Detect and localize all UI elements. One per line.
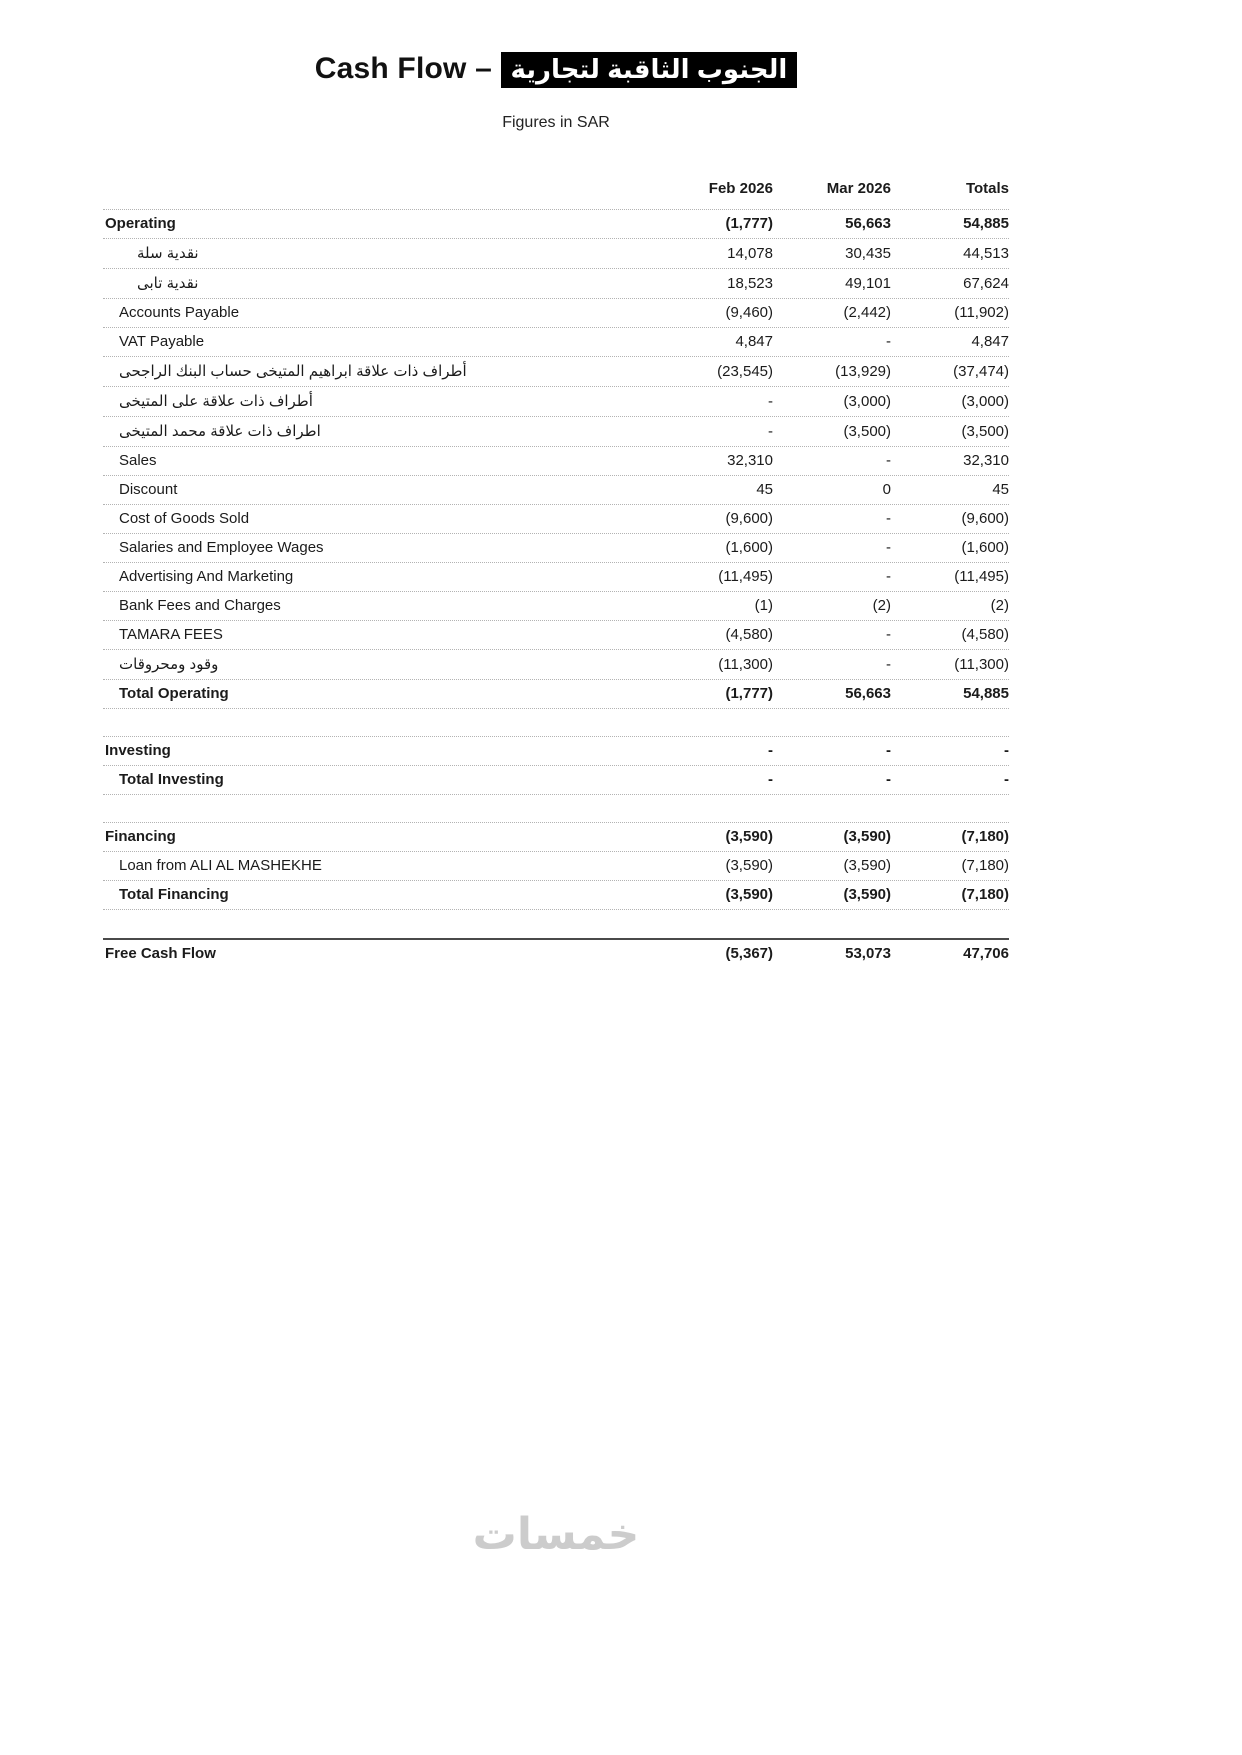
row-value: (7,180) <box>961 857 1009 874</box>
row-value: (13,929) <box>835 363 891 380</box>
row-value: (11,300) <box>718 656 773 673</box>
row-value: (1,777) <box>725 215 773 232</box>
row-value: 56,663 <box>845 685 891 702</box>
row-value: 54,885 <box>963 215 1009 232</box>
row-value: 4,847 <box>971 333 1009 350</box>
row-value: (3,500) <box>961 423 1009 440</box>
cash-flow-report <box>103 0 1009 968</box>
column-header-totals: Totals <box>965 180 1009 197</box>
table-header-row <box>103 174 1009 210</box>
row-value: - <box>886 539 891 556</box>
row-value: - <box>768 393 773 410</box>
page-title-prefix: Cash Flow – <box>314 52 501 85</box>
row-value: (4,580) <box>961 626 1009 643</box>
row-value: (3,000) <box>961 393 1009 410</box>
row-value: (3,590) <box>725 857 773 874</box>
row-value: (1,600) <box>961 539 1009 556</box>
row-value: 0 <box>882 481 891 498</box>
row-label: Operating <box>105 215 176 232</box>
table-row <box>103 417 1009 447</box>
table-row <box>103 447 1009 476</box>
table-row <box>103 650 1009 680</box>
row-value: (3,500) <box>843 423 891 440</box>
table-row <box>103 210 1009 239</box>
table-row <box>103 621 1009 650</box>
row-value: 44,513 <box>963 245 1009 262</box>
table-row <box>103 299 1009 328</box>
row-value: (5,367) <box>725 945 773 962</box>
row-value: 67,624 <box>963 275 1009 292</box>
row-value: 45 <box>992 481 1009 498</box>
row-value: (2) <box>872 597 891 614</box>
row-label: Discount <box>119 481 178 498</box>
column-header-mar-2026: Mar 2026 <box>826 180 891 197</box>
table-row <box>103 822 1009 852</box>
row-value: (2) <box>990 597 1009 614</box>
row-label: Accounts Payable <box>119 304 240 321</box>
row-value: (3,000) <box>843 393 891 410</box>
table-row <box>103 881 1009 910</box>
row-value: (3,590) <box>725 828 773 845</box>
report-subtitle: Figures in SAR <box>502 114 610 131</box>
row-value: (11,495) <box>954 568 1009 585</box>
watermark: خمسات <box>472 1509 640 1560</box>
row-value: - <box>886 656 891 673</box>
row-value: - <box>886 333 891 350</box>
row-label: Total Financing <box>119 886 229 903</box>
row-value: 32,310 <box>727 452 773 469</box>
table-row <box>103 387 1009 417</box>
row-label: Salaries and Employee Wages <box>119 539 324 556</box>
table-row <box>103 505 1009 534</box>
table-row <box>103 938 1009 968</box>
row-value: - <box>1004 742 1009 759</box>
row-value: (11,300) <box>954 656 1009 673</box>
row-label: Sales <box>119 452 157 469</box>
row-value: 56,663 <box>845 215 891 232</box>
row-value: 45 <box>756 481 773 498</box>
row-value: (3,590) <box>843 828 891 845</box>
row-value: 32,310 <box>963 452 1009 469</box>
table-row <box>103 680 1009 709</box>
table-row <box>103 328 1009 357</box>
row-label: Financing <box>105 828 176 845</box>
row-label: TAMARA FEES <box>119 626 223 643</box>
row-value: 47,706 <box>963 945 1009 962</box>
row-label: Cost of Goods Sold <box>119 510 250 527</box>
row-value: (7,180) <box>961 886 1009 903</box>
page-title-company-highlight: الجنوب الثاقبة لتجارية <box>501 52 798 88</box>
row-label: نقدية سلة <box>137 245 199 262</box>
row-value: - <box>886 626 891 643</box>
row-value: (1,600) <box>725 539 773 556</box>
row-value: (3,590) <box>843 886 891 903</box>
table-row <box>103 476 1009 505</box>
table-body <box>103 210 1009 968</box>
row-value: 18,523 <box>727 275 773 292</box>
row-label: Investing <box>105 742 171 759</box>
row-label: Total Operating <box>119 685 229 702</box>
row-value: (4,580) <box>725 626 773 643</box>
row-value: (11,495) <box>718 568 773 585</box>
row-value: (9,600) <box>961 510 1009 527</box>
row-value: (9,600) <box>725 510 773 527</box>
table-row <box>103 269 1009 299</box>
row-label: وقود ومحروقات <box>119 656 219 673</box>
row-label: Bank Fees and Charges <box>119 597 281 614</box>
row-value: (9,460) <box>725 304 773 321</box>
row-label: أطراف ذات علاقة على المتيخى <box>119 393 313 410</box>
row-value: (37,474) <box>953 363 1009 380</box>
table-row <box>103 357 1009 387</box>
row-value: 53,073 <box>845 945 891 962</box>
row-value: 54,885 <box>963 685 1009 702</box>
row-label: Advertising And Marketing <box>119 568 294 585</box>
table-row <box>103 239 1009 269</box>
row-value: 4,847 <box>735 333 773 350</box>
table-row <box>103 534 1009 563</box>
row-label: Free Cash Flow <box>105 945 216 962</box>
row-label: أطراف ذات علاقة ابراهيم المتيخى حساب البنك الراجحى <box>119 363 467 380</box>
row-value: - <box>886 771 891 788</box>
row-value: 14,078 <box>727 245 773 262</box>
row-label: نقدية تابى <box>137 275 199 292</box>
row-value: - <box>886 742 891 759</box>
row-value: (11,902) <box>954 304 1009 321</box>
row-value: (1,777) <box>725 685 773 702</box>
row-label: اطراف ذات علاقة محمد المتيخى <box>119 423 321 440</box>
row-value: (3,590) <box>725 886 773 903</box>
row-value: (1) <box>754 597 773 614</box>
row-label: Total Investing <box>119 771 224 788</box>
row-label: VAT Payable <box>119 333 205 350</box>
row-label: Loan from ALI AL MASHEKHE <box>119 857 322 874</box>
column-header-feb-2026: Feb 2026 <box>708 180 773 197</box>
row-value: 30,435 <box>845 245 891 262</box>
table-row <box>103 563 1009 592</box>
page-title <box>103 0 1009 86</box>
table-row <box>103 766 1009 795</box>
row-value: (3,590) <box>843 857 891 874</box>
row-value: - <box>1004 771 1009 788</box>
table-row <box>103 736 1009 766</box>
cash-flow-table <box>103 174 1009 968</box>
row-value: (2,442) <box>843 304 891 321</box>
row-value: - <box>886 452 891 469</box>
row-value: - <box>768 423 773 440</box>
table-row <box>103 592 1009 621</box>
row-value: - <box>886 510 891 527</box>
row-value: - <box>768 771 773 788</box>
table-row <box>103 852 1009 881</box>
row-value: 49,101 <box>845 275 891 292</box>
row-value: - <box>886 568 891 585</box>
row-value: (23,545) <box>717 363 773 380</box>
row-value: (7,180) <box>961 828 1009 845</box>
row-value: - <box>768 742 773 759</box>
